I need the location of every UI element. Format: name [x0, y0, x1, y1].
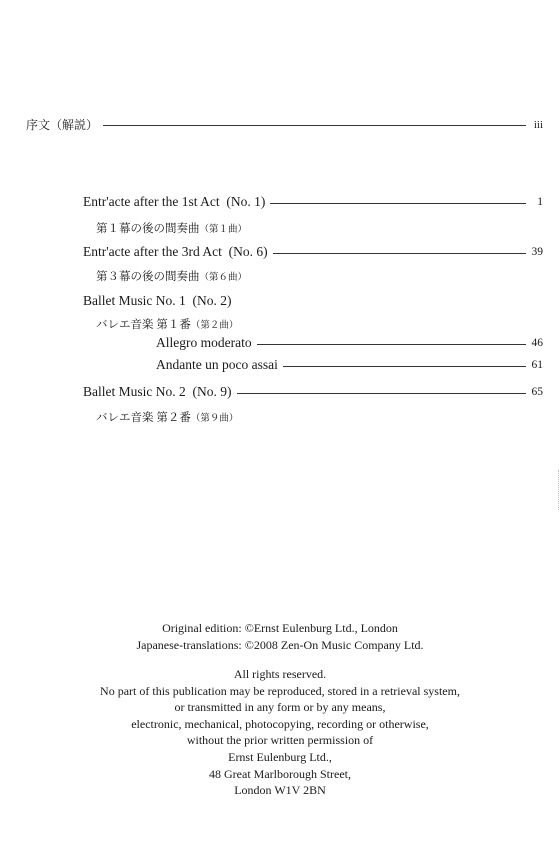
rights-line: All rights reserved.: [233, 667, 327, 681]
toc-entry-title: Entr'acte after the 3rd Act (No. 6): [83, 244, 268, 259]
leader-line: [103, 125, 526, 126]
rights-line: 48 Great Marlborough Street,: [209, 766, 351, 781]
toc-preface-page: iii: [533, 118, 543, 131]
rights-line: or transmitted in any form or by any means,: [174, 700, 386, 715]
toc-entry-title: Ballet Music No. 2 (No. 9): [83, 384, 232, 399]
page-edge-mark: [556, 470, 559, 510]
toc-movement-1[interactable]: [156, 335, 543, 351]
toc-entry-1[interactable]: [83, 194, 543, 210]
leader-line: [270, 203, 526, 204]
toc-movement-title: Allegro moderato: [156, 335, 252, 350]
toc-entry-page: 39: [531, 246, 543, 258]
toc-movement-page: 46: [531, 337, 543, 349]
copyright-line: Japanese-translations: ©2008 Zen-On Music Company Ltd.: [136, 637, 424, 652]
leader-line: [257, 344, 526, 345]
toc-entry-2[interactable]: [83, 244, 543, 260]
toc-entry-4[interactable]: [83, 384, 543, 400]
leader-line: [283, 366, 526, 367]
toc-entry-3-japanese: バレエ音楽 第１番（第２曲）: [96, 319, 239, 331]
toc-movement-page: 61: [531, 359, 543, 371]
toc-preface-label: 序文（解説）: [26, 118, 99, 132]
toc-entry-page: 1: [537, 196, 543, 208]
toc-entry-4-japanese: バレエ音楽 第２番（第９曲）: [96, 412, 239, 424]
toc-movement-2[interactable]: [156, 357, 543, 373]
leader-line: [273, 253, 526, 254]
toc-entry-title: Ballet Music No. 1 (No. 2): [83, 293, 232, 308]
rights-line: Ernst Eulenburg Ltd.,: [228, 749, 332, 764]
toc-entry-1-japanese: 第１幕の後の間奏曲（第１曲）: [96, 223, 248, 235]
rights-line: electronic, mechanical, photocopying, recording or otherwise,: [131, 716, 429, 731]
toc-entry-3[interactable]: [83, 293, 232, 309]
rights-line: London W1V 2BN: [234, 783, 326, 798]
toc-movement-title: Andante un poco assai: [156, 357, 278, 372]
toc-entry-page: 65: [531, 386, 543, 398]
rights-line: No part of this publication may be reproduced, stored in a retrieval system,: [100, 683, 460, 698]
copyright-line: Original edition: ©Ernst Eulenburg Ltd., London: [162, 621, 398, 635]
leader-line: [237, 393, 527, 394]
toc-entry-2-japanese: 第３幕の後の間奏曲（第６曲）: [96, 271, 248, 283]
rights-line: without the prior written permission of: [186, 733, 374, 748]
copyright-block: [60, 620, 500, 653]
toc-preface-row[interactable]: [26, 116, 543, 133]
toc-entry-title: Entr'acte after the 1st Act (No. 1): [83, 194, 266, 209]
rights-block: [60, 666, 500, 799]
